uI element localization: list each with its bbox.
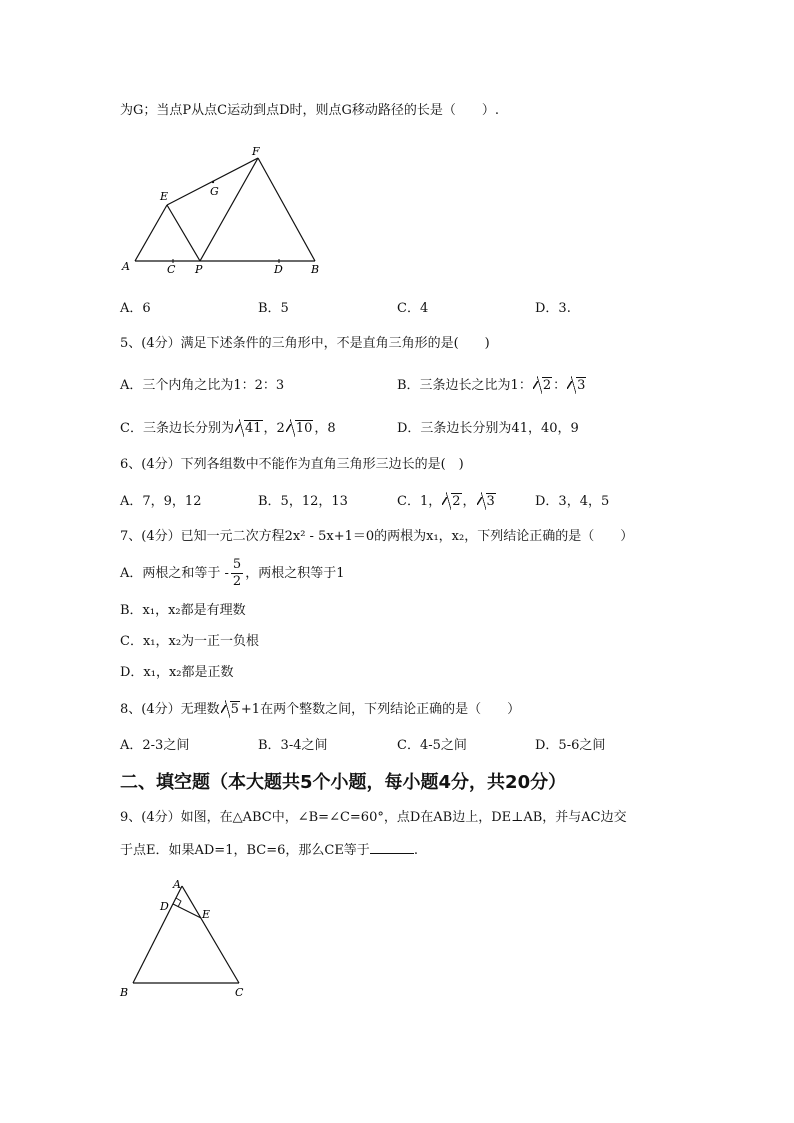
q8-option-a: A．2-3之间 bbox=[120, 738, 190, 753]
sqrt-41: 41 bbox=[235, 419, 263, 439]
label-e: E bbox=[202, 908, 211, 921]
segment-ep bbox=[167, 205, 200, 261]
label-a: A bbox=[122, 260, 130, 273]
q4-figure bbox=[115, 140, 335, 280]
label-c: C bbox=[167, 263, 176, 276]
sqrt-3: 3 bbox=[477, 492, 496, 512]
q7-option-c: C．x₁，x₂为一正一负根 bbox=[120, 634, 260, 649]
label-b: B bbox=[311, 263, 320, 276]
q9-line1: 9、(4分）如图，在△ABC中，∠B=∠C=60°，点D在AB边上，DE⊥AB，并与AC边交 bbox=[120, 810, 627, 825]
q6-option-a: A．7，9，12 bbox=[120, 494, 202, 509]
sqrt-3: 3 bbox=[567, 376, 586, 396]
sqrt-2: 2 bbox=[442, 492, 461, 512]
q9-figure bbox=[115, 872, 265, 1002]
label-d: D bbox=[274, 263, 283, 276]
label-d: D bbox=[160, 900, 169, 913]
fraction-5-2: $\frac{5}{2}$ bbox=[232, 557, 242, 589]
q8-option-b: B．3-4之间 bbox=[258, 738, 328, 753]
q8-option-d: D．5-6之间 bbox=[535, 738, 606, 753]
segment-fb bbox=[258, 158, 315, 261]
label-e: E bbox=[160, 190, 169, 203]
sqrt-10: 10 bbox=[286, 419, 314, 439]
label-b: B bbox=[120, 986, 129, 999]
q4-option-d: D．3. bbox=[535, 301, 571, 316]
q7-option-d: D．x₁，x₂都是正数 bbox=[120, 665, 234, 680]
label-a: A bbox=[173, 878, 181, 891]
q4-option-c: C．4 bbox=[397, 301, 429, 316]
q5-option-b: B．三条边长之比为1： 2 ： 3 bbox=[397, 376, 587, 396]
q5-option-d: D．三条边长分别为41，40，9 bbox=[397, 421, 579, 436]
sqrt-2: 2 bbox=[533, 376, 552, 396]
q5-stem: 5、(4分）满足下述条件的三角形中，不是直角三角形的是( ) bbox=[120, 336, 490, 351]
segment-ae bbox=[135, 205, 167, 261]
q8-option-c: C．4-5之间 bbox=[397, 738, 467, 753]
q4-option-b: B．5 bbox=[258, 301, 289, 316]
q4-stem: 为G；当点P从点C运动到点D时，则点G移动路径的长是（ ）. bbox=[120, 103, 500, 118]
label-c: C bbox=[235, 986, 244, 999]
answer-blank[interactable] bbox=[370, 841, 414, 854]
q9-line2: 于点E．如果AD=1，BC=6，那么CE等于 . bbox=[120, 843, 418, 858]
segment-ab bbox=[133, 886, 182, 983]
q5-option-c: C．三条边长分别为 41 ，2 10 ，8 bbox=[120, 419, 336, 439]
q6-stem: 6、(4分）下列各组数中不能作为直角三角形三边长的是( ) bbox=[120, 457, 464, 472]
label-f: F bbox=[252, 145, 260, 158]
q7-option-b: B．x₁，x₂都是有理数 bbox=[120, 603, 246, 618]
q5-option-a: A．三个内角之比为1：2：3 bbox=[120, 378, 285, 393]
segment-ac bbox=[182, 886, 239, 983]
q4-option-a: A．6 bbox=[120, 301, 151, 316]
q6-option-b: B．5，12，13 bbox=[258, 494, 348, 509]
point-g bbox=[212, 181, 214, 183]
section-heading: 二、填空题（本大题共5个小题，每小题4分，共20分） bbox=[120, 772, 567, 793]
q5-option-b-text: B．三条边长之比为1： bbox=[397, 378, 532, 393]
label-p: P bbox=[195, 263, 203, 276]
q6-option-d: D．3，4，5 bbox=[535, 494, 610, 509]
label-g: G bbox=[210, 185, 219, 198]
q8-stem: 8、(4分）无理数 5 +1在两个整数之间，下列结论正确的是（ ） bbox=[120, 700, 520, 720]
q7-stem: 7、(4分）已知一元二次方程2x² - 5x+1＝0的两根为x₁，x₂，下列结论正确的是（ ） bbox=[120, 529, 634, 544]
q6-option-c: C．1， 2 ， 3 bbox=[397, 492, 497, 512]
sqrt-5: 5 bbox=[221, 700, 240, 720]
q7-option-a: A．两根之和等于 - $\frac{5}{2}$ ，两根之积等于1 bbox=[120, 557, 345, 589]
